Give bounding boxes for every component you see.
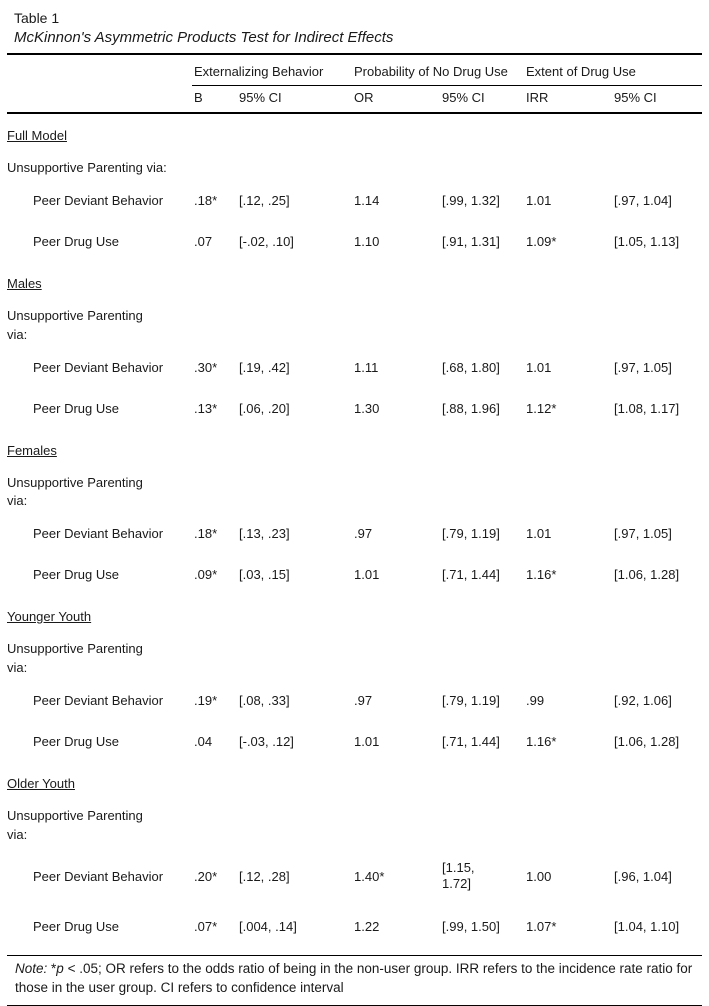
stat-value: 1.16* [526,567,557,583]
col-header-ci-2: 95% CI [440,86,524,114]
stat-value: .99 [526,692,545,708]
row-label: Peer Drug Use [33,400,119,416]
table-number: Table 1 [14,10,60,26]
section-header-older-youth: Older Youth [7,775,75,791]
row-label: Peer Deviant Behavior [33,526,164,542]
row-label: Peer Drug Use [33,733,119,749]
note-label: Note: [15,961,48,977]
stat-value: 1.01 [526,359,552,375]
section-row [7,595,702,628]
note-text: < .05; OR refers to the odds ratio of being in the non-user group. IRR refers to the incidence rate ratio for those in the user group. CI refers to confidence interval [15,961,693,996]
row-label: Peer Deviant Behavior [33,868,164,884]
stat-value: [.12, .25] [239,192,290,208]
stat-value: 1.01 [526,526,552,542]
stat-value: [.12, .28] [239,868,290,884]
section-header-full-model: Full Model [7,128,67,143]
stat-value-wrapped: [1.15, 1.72] [442,859,475,892]
row-label: Peer Drug Use [33,567,119,583]
stat-value: [.004, .14] [239,919,297,935]
table-row [7,180,702,221]
section-row [7,429,702,462]
table-row [7,847,702,907]
table-row [7,513,702,554]
stat-value: [.79, 1.19] [442,526,500,542]
stat-value: [.03, .15] [239,567,290,583]
table-row [7,906,702,947]
stat-value: [.71, 1.44] [442,733,500,749]
section-row [7,262,702,295]
row-label: Peer Drug Use [33,233,119,249]
stat-value: [1.06, 1.28] [614,567,680,583]
stat-value: 1.40* [354,868,385,884]
table-row [7,721,702,762]
stat-value: [.99, 1.50] [442,919,500,935]
table-note [7,955,702,1006]
note-star: * [47,961,57,977]
stat-value: [.88, 1.96] [442,400,500,416]
stat-value: [1.05, 1.13] [614,233,680,249]
results-table [7,55,702,947]
stat-value: [.08, .33] [239,692,290,708]
stat-value: 1.30 [354,400,380,416]
spacer-cell [7,55,192,86]
row-label: Peer Deviant Behavior [33,359,164,375]
row-label: Peer Drug Use [33,919,119,935]
stat-value: .09* [194,567,218,583]
stat-value: .18* [194,526,218,542]
stat-value: .13* [194,400,218,416]
subsection-label: Unsupportive Parenting via: [7,307,143,342]
table-row [7,347,702,388]
stat-value: [.06, .20] [239,400,290,416]
stat-value: [.99, 1.32] [442,192,500,208]
subsection-label: Unsupportive Parenting via: [7,807,143,842]
stat-value: 1.11 [354,359,379,375]
stat-value: .97 [354,526,373,542]
stat-value: .04 [194,733,213,749]
subsection-label: Unsupportive Parenting via: [7,160,167,175]
stat-value: [1.08, 1.17] [614,400,680,416]
subsection-label: Unsupportive Parenting via: [7,474,143,509]
stat-value: .20* [194,868,218,884]
stat-value: 1.01 [354,567,380,583]
table-row [7,554,702,595]
stat-value: [.96, 1.04] [614,868,672,884]
stat-value: 1.14 [354,192,380,208]
table-row [7,680,702,721]
stat-value: .30* [194,359,218,375]
col-group-externalizing: Externalizing Behavior [192,55,352,86]
subsection-label-row [7,628,702,680]
section-row [7,113,702,147]
spacer-cell [7,86,192,114]
col-header-b: B [192,86,237,114]
section-header-males: Males [7,275,42,291]
col-group-extent-drug-use: Extent of Drug Use [524,55,702,86]
section-header-females: Females [7,442,57,458]
table-row [7,221,702,262]
stat-value: [.13, .23] [239,526,290,542]
column-header-row [7,86,702,114]
stat-value: .18* [194,192,218,208]
section-row [7,762,702,795]
col-group-no-drug-use: Probability of No Drug Use [352,55,524,86]
stat-value: .07* [194,919,218,935]
subsection-label-row [7,795,702,847]
stat-value: 1.22 [354,919,380,935]
stat-value: .19* [194,692,218,708]
stat-value: .07 [194,233,213,249]
stat-value: 1.10 [354,233,380,249]
subsection-label-row [7,147,702,180]
col-header-irr: IRR [524,86,612,114]
subsection-label-row [7,462,702,514]
subsection-label: Unsupportive Parenting via: [7,641,143,676]
stat-value: [.92, 1.06] [614,692,672,708]
row-label: Peer Deviant Behavior [33,192,164,208]
stat-value: 1.07* [526,919,557,935]
stat-value: 1.01 [526,192,552,208]
subsection-label-row [7,295,702,347]
stat-value: 1.12* [526,400,557,416]
stat-value: [.68, 1.80] [442,359,500,375]
col-header-ci-1: 95% CI [237,86,352,114]
table-row [7,388,702,429]
col-header-or: OR [352,86,440,114]
stat-value: .97 [354,692,373,708]
stat-value: 1.00 [526,868,552,884]
stat-value: [.91, 1.31] [442,233,500,249]
stat-value [440,847,524,907]
stat-value: [1.04, 1.10] [614,919,680,935]
stat-value: [-.03, .12] [239,733,294,749]
row-label: Peer Deviant Behavior [33,692,164,708]
stat-value: 1.01 [354,733,380,749]
stat-value: [.19, .42] [239,359,290,375]
stat-value: [.97, 1.05] [614,359,672,375]
stat-value: [.71, 1.44] [442,567,500,583]
stat-value: 1.16* [526,733,557,749]
col-header-ci-3: 95% CI [612,86,702,114]
stat-value: 1.09* [526,233,557,249]
column-group-row [7,55,702,86]
stat-value: [-.02, .10] [239,233,294,249]
stat-value: [.79, 1.19] [442,692,500,708]
note-p: p [56,961,64,977]
table-title: McKinnon's Asymmetric Products Test for Indirect Effects [7,29,702,55]
section-header-younger-youth: Younger Youth [7,609,92,625]
stat-value: [.97, 1.04] [614,192,672,208]
stat-value: [1.06, 1.28] [614,733,680,749]
stat-value: [.97, 1.05] [614,526,672,542]
